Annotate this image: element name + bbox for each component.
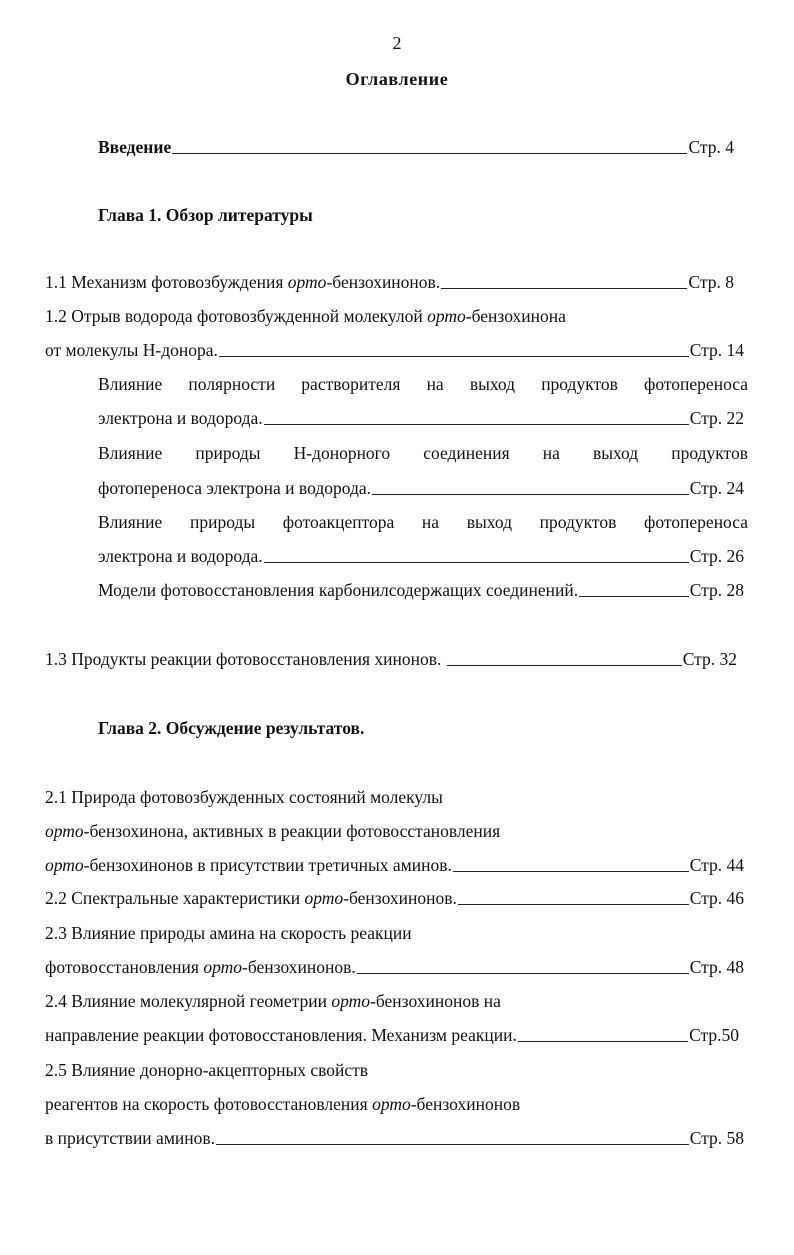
toc-page: Стр. 22	[689, 408, 744, 428]
toc-entry-2-1-line2: орто-бензохинона, активных в реакции фотовосстановления	[45, 821, 501, 841]
toc-entry-2-4-line1: 2.4 Влияние молекулярной геометрии орто-бензохинонов на	[45, 991, 501, 1011]
toc-label: электрона и водорода.	[98, 408, 263, 428]
leader-line	[357, 972, 689, 974]
toc-label: направление реакции фотовосстановления. Механизм реакции.	[45, 1025, 517, 1045]
toc-sub-3-line1: Влияние природы фотоакцептора на выход продуктов фотопереноса	[98, 512, 748, 532]
leader-line	[219, 355, 689, 357]
toc-entry-2-5[interactable]	[45, 1127, 744, 1149]
toc-label: 1.1 Механизм фотовозбуждения орто-бензохинонов.	[45, 272, 441, 292]
toc-label: 2.2 Спектральные характеристики орто-бензохинонов.	[45, 888, 457, 908]
leader-line	[579, 595, 689, 597]
toc-entry-1-2[interactable]	[45, 339, 744, 361]
toc-entry-1-3[interactable]	[45, 648, 737, 670]
toc-label: электрона и водорода.	[98, 546, 263, 566]
toc-sub-1-line1: Влияние полярности растворителя на выход продуктов фотопереноса	[98, 374, 748, 394]
leader-line	[447, 664, 682, 666]
leader-line	[216, 1143, 689, 1145]
toc-label: в присутствии аминов.	[45, 1128, 216, 1148]
toc-label: фотопереноса электрона и водорода.	[98, 478, 372, 498]
toc-entry-sub-3[interactable]	[98, 545, 744, 567]
toc-entry-2-3-line1: 2.3 Влияние природы амина на скорость реакции	[45, 923, 412, 943]
leader-line	[518, 1040, 688, 1042]
leader-line	[372, 493, 689, 495]
leader-line	[441, 287, 687, 289]
toc-label: от молекулы Н-донора.	[45, 340, 218, 360]
toc-entry-1-2-line1: 1.2 Отрыв водорода фотовозбужденной молекулой орто-бензохинона	[45, 306, 566, 326]
toc-entry-2-2[interactable]	[45, 887, 744, 909]
leader-line	[264, 561, 689, 563]
toc-entry-1-1[interactable]	[45, 271, 734, 293]
toc-page: Стр.50	[689, 1025, 739, 1045]
toc-page: Стр. 4	[688, 137, 734, 157]
toc-entry-sub-2[interactable]	[98, 477, 744, 499]
leader-line	[458, 903, 689, 905]
page-title: Оглавление	[345, 69, 449, 89]
chapter-1-heading: Глава 1. Обзор литературы	[98, 205, 313, 225]
toc-entry-2-3[interactable]	[45, 956, 744, 978]
toc-label: Модели фотовосстановления карбонилсодержащих соединений.	[98, 580, 579, 600]
toc-label: орто-бензохинонов в присутствии третичных аминов.	[45, 855, 452, 875]
toc-entry-sub-1[interactable]	[98, 407, 744, 429]
toc-entry-2-5-line1: 2.5 Влияние донорно-акцепторных свойств	[45, 1060, 369, 1080]
toc-page: Стр. 8	[688, 272, 734, 292]
toc-label: 1.3 Продукты реакции фотовосстановления хинонов.	[45, 649, 446, 669]
page-number: 2	[392, 33, 402, 53]
toc-page: Стр. 44	[689, 855, 744, 875]
toc-page: Стр. 48	[689, 957, 744, 977]
leader-line	[453, 870, 689, 872]
toc-label: Введение	[98, 137, 172, 157]
toc-page: Стр. 58	[689, 1128, 744, 1148]
toc-entry-introduction[interactable]	[98, 136, 734, 158]
toc-page: Стр. 28	[689, 580, 744, 600]
leader-line	[264, 423, 689, 425]
leader-line	[172, 152, 687, 154]
toc-entry-sub-4[interactable]	[98, 579, 744, 601]
toc-page: Стр. 26	[689, 546, 744, 566]
toc-page: Стр. 32	[682, 649, 737, 669]
toc-label: фотовосстановления орто-бензохинонов.	[45, 957, 356, 977]
toc-entry-2-5-line2: реагентов на скорость фотовосстановления орто-бензохинонов	[45, 1094, 521, 1114]
toc-page: Стр. 46	[689, 888, 744, 908]
toc-entry-2-4[interactable]	[45, 1024, 739, 1046]
toc-page: Стр. 14	[689, 340, 744, 360]
chapter-2-heading: Глава 2. Обсуждение результатов.	[98, 718, 365, 738]
toc-entry-2-1-line1: 2.1 Природа фотовозбужденных состояний молекулы	[45, 787, 443, 807]
toc-entry-2-1[interactable]	[45, 854, 744, 876]
toc-page: Стр. 24	[689, 478, 744, 498]
toc-sub-2-line1: Влияние природы Н-донорного соединения на выход продуктов	[98, 443, 748, 463]
